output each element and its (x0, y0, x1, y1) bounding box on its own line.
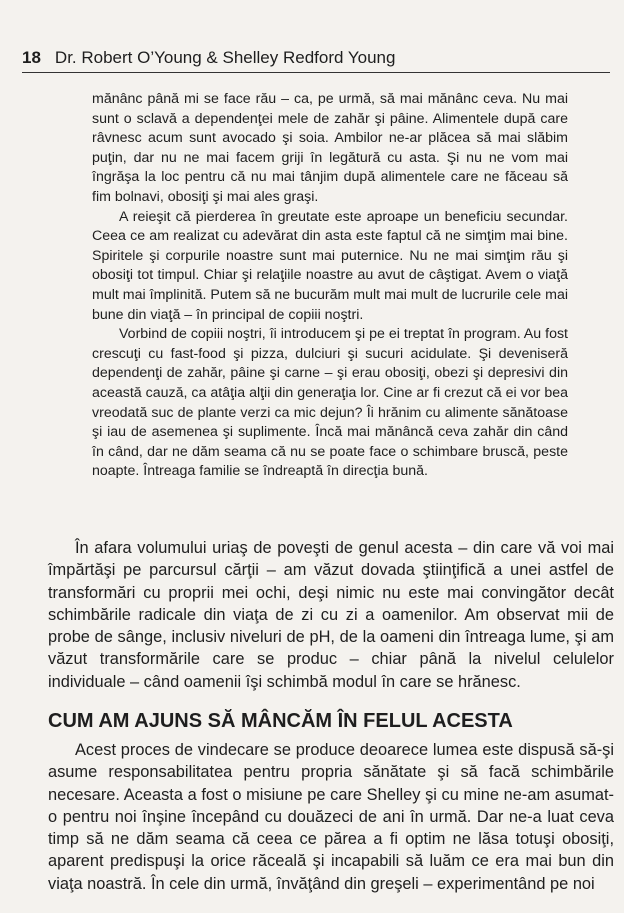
body-text (48, 537, 614, 693)
quote-paragraph-3: Vorbind de copiii noştri, îi introducem şi pe ei treptat în program. Au fost crescuţi cu fast-food şi pizza, dulciuri şi sucuri acidulate. Şi deveniseră dependenţi de zahăr, pâine şi carne – şi erau obosiţi, obezi şi depresivi din această cauză, ca atâţia alţii din generaţia lor. Cine ar fi crezut că ei vor bea vreodată suc de plante verzi ca mic dejun? Îi hrănim cu alimente sănătoase şi iau de asemenea şi suplimente. Încă mai mănâncă ceva zahăr din când în când, dar ne dăm seama că nu se poate face o schimbare bruscă, peste noapte. Întreaga familie se îndreaptă în direcţia bună. (92, 326, 568, 480)
section-body-text (48, 739, 614, 895)
section-paragraph: Acest proces de vindecare se produce deoarece lumea este dispusă să-şi asume responsabilitatea pentru propria sănătate şi să facă schimbările necesare. Aceasta a fost o misiune pe care Shelley şi cu mine ne-am asumat-o pentru noi înşine începând cu douăzeci de ani în urmă. Dar ne-a luat ceva timp să ne dăm seama că ceea ce părea a fi optim ne lăsa totuşi obosiţi, aparent predispuşi la orice răceală şi incapabili să luăm ce era mai bun din viaţa noastră. În cele din urmă, învăţând din greşeli – experimentând pe noi (48, 741, 614, 893)
quote-paragraph-2: A reieşit că pierderea în greutate este aproape un beneficiu secundar. Ceea ce am realizat cu adevărat din asta este faptul că ne simţim mai bine. Spiritele şi corpurile noastre sunt mai puternice. Nu ne mai simţim rău şi obosiţi tot timpul. Chiar şi relaţiile noastre au avut de câştigat. Avem o viaţă mult mai împlinită. Putem să ne bucurăm mult mai mult de lucrurile cele mai bune din viaţă – în principal de copiii noştri. (92, 208, 568, 323)
quote-paragraph-1: mănânc până mi se face rău – ca, pe urmă, să mai mănânc ceva. Nu mai sunt o sclavă a dependenţei mele de zahăr şi pâine. Alimentele după care râvnesc acum sunt avocado şi soia. Ambilor ne-ar plăcea să mai slăbim puţin, dar nu ne mai facem griji în legătură cu asta. Şi nu ne vom mai îngrăşa la loc pentru că nu mai tânjim după alimentele care ne făceau să fim bolnavi, obosiţi şi mai ales graşi. (92, 91, 568, 205)
header-rule (22, 72, 610, 73)
section-heading: CUM AM AJUNS SĂ MÂNCĂM ÎN FELUL ACESTA (48, 710, 513, 732)
body-paragraph: În afara volumului uriaş de poveşti de genul acesta – din care vă voi mai împărtăşi pe parcursul cărţii – am văzut dovada ştiinţifică a unei astfel de transformări cu proprii mei ochi, deşi nimic nu este mai convingător decât schimbările radicale din viaţa de zi cu zi a oamenilor. Am observat mii de probe de sânge, inclusiv niveluri de pH, de la oameni din întreaga lume, şi am văzut transformările care se produc – chiar până la nivelul celulelor individuale – când oamenii îşi schimbă modul în care se hrănesc. (48, 539, 614, 691)
header-authors: Dr. Robert O’Young & Shelley Redford Young (54, 48, 396, 67)
testimonial-quote (92, 90, 568, 482)
running-header (22, 48, 610, 68)
page-number: 18 (22, 48, 41, 67)
